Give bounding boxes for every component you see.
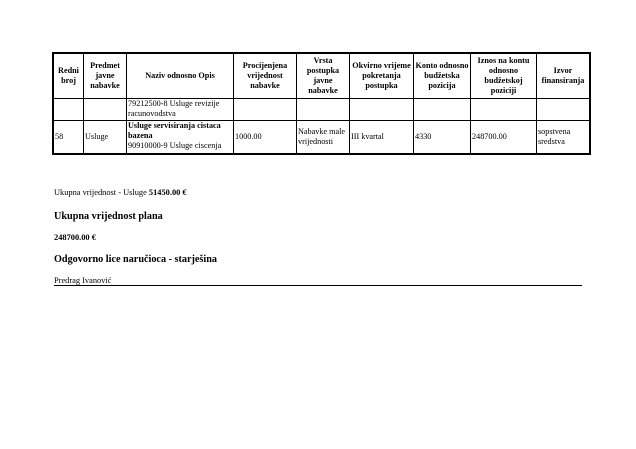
table-cell [471, 99, 537, 121]
header-izvor: Izvor finansiranja [537, 53, 591, 99]
header-konto: Konto odnosno budžetska pozicija [414, 53, 471, 99]
cell-predmet: Usluge [84, 121, 127, 154]
responsible-heading: Odgovorno lice naručioca - starješina [54, 254, 217, 265]
cell-vrijednost: 1000.00 [234, 121, 297, 154]
cell-izvor: sopstvena sredstva [537, 121, 591, 154]
cell-iznos: 248700.00 [471, 121, 537, 154]
table-cell [297, 99, 350, 121]
table-row [53, 99, 590, 121]
table-header-row [53, 53, 590, 99]
cell-konto: 4330 [414, 121, 471, 154]
cell-postupak: Nabavke male vrijednosti [297, 121, 350, 154]
header-procijenjena-vrijednost: Procijenjena vrijednost nabavke [234, 53, 297, 99]
table-cell [537, 99, 591, 121]
header-iznos: Iznos na kontu odnosno budžetskoj poziciji [471, 53, 537, 99]
plan-total-value: 248700.00 € [54, 233, 96, 242]
summary-value: 51450.00 € [148, 188, 187, 197]
table-row [53, 121, 590, 154]
summary-label: Ukupna vrijednost - Usluge [54, 188, 149, 197]
table-cell [234, 99, 297, 121]
cell-cpv: 90910000-9 Usluge ciscenja [128, 140, 222, 150]
signature-line [54, 285, 582, 286]
responsible-name: Predrag Ivanović [54, 276, 112, 285]
table-cell [53, 99, 84, 121]
cell-naziv: Usluge servisiranja cistaca bazena [128, 121, 221, 140]
plan-total-heading: Ukupna vrijednost plana [54, 211, 163, 222]
summary-line [54, 188, 187, 197]
table-cell [84, 99, 127, 121]
header-predmet: Predmet javne nabavke [84, 53, 127, 99]
cell-naziv-group [127, 121, 234, 154]
cell-broj: 58 [53, 121, 84, 154]
table-cell [350, 99, 414, 121]
cell-vrijeme: III kvartal [350, 121, 414, 154]
header-vrsta-postupka: Vrsta postupka javne nabavke [297, 53, 350, 99]
header-redni-broj: Redni broj [53, 53, 84, 99]
table-cell [414, 99, 471, 121]
procurement-table [52, 52, 591, 155]
header-naziv: Naziv odnosno Opis [127, 53, 234, 99]
table-cell-opis: 79212500-8 Usluge revizije racunovodstva [127, 99, 234, 121]
header-okvirno-vrijeme: Okvirno vrijeme pokretanja postupka [350, 53, 414, 99]
